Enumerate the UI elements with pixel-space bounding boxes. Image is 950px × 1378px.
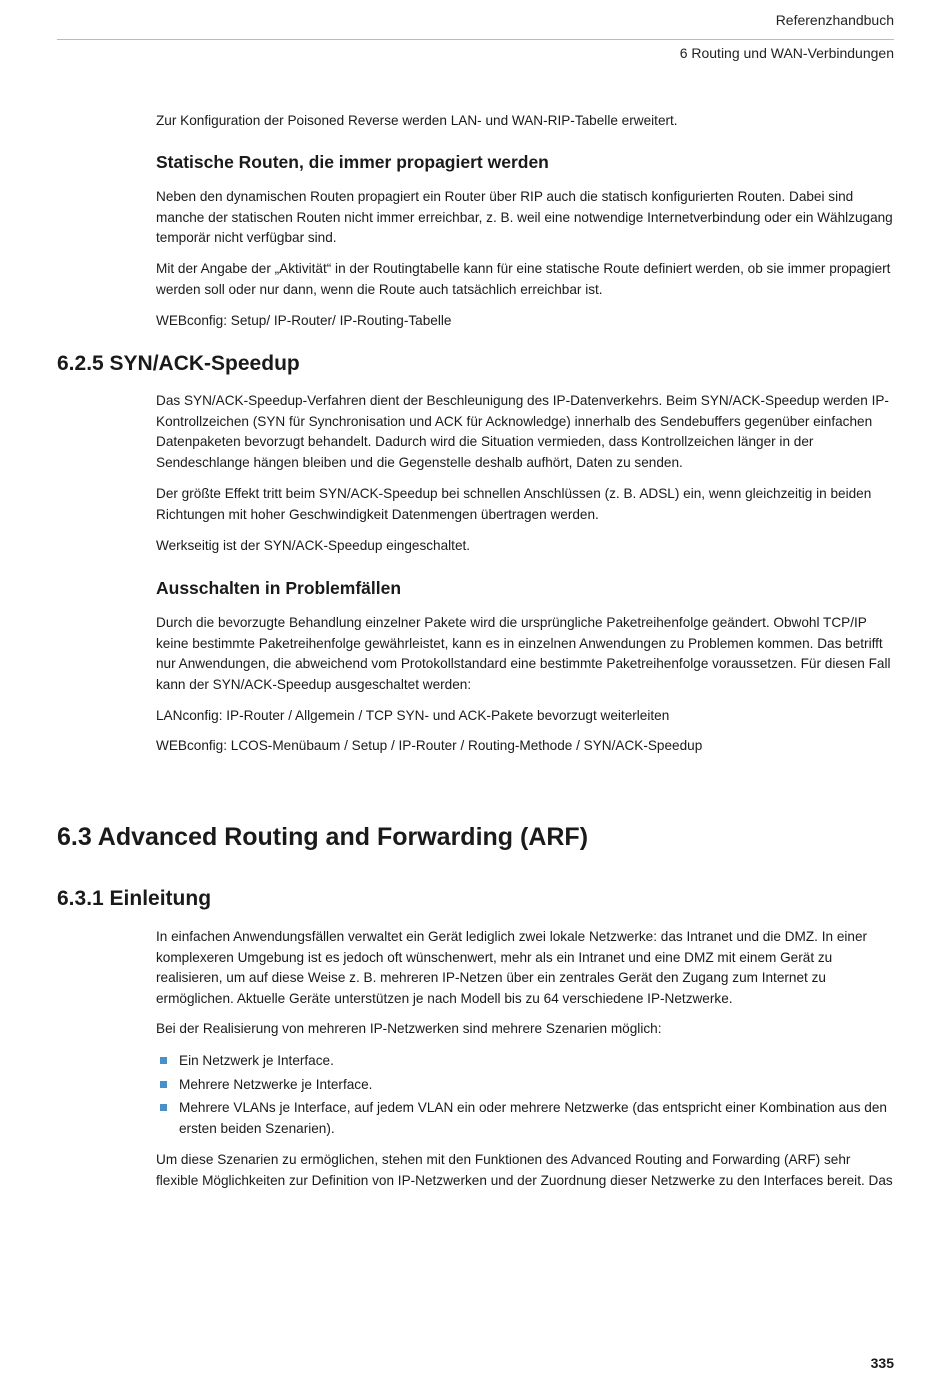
paragraph-synack-1: Das SYN/ACK-Speedup-Verfahren dient der Beschleunigung des IP-Datenverkehrs. Beim SYN/ACK-Speedup werden IP-Kontrollzeichen (SYN für Synchronisation und ACK für Acknowledge) innerhalb des Sendebuffers gegenüber einfachen Datenpaketen bevorzugt behandelt. Dadurch wird die Situation vermieden, dass Kontrollzeichen länger in der Sendeschlange hängen bleiben und die Gegenstelle deshalb aufhört, Daten zu senden. xyxy=(156,393,889,470)
paragraph-arf-3: Um diese Szenarien zu ermöglichen, stehen mit den Funktionen des Advanced Routing and Forwarding (ARF) sehr flexible Möglichkeiten zur Definition von IP-Netzwerken und der Zuordnung dieser Netzwerke zu den Interfaces bereit. Das xyxy=(156,1152,893,1188)
bullet-square-icon xyxy=(160,1057,167,1064)
header-rule xyxy=(57,39,894,40)
list-item xyxy=(156,1098,894,1139)
paragraph-disable-lanconfig: LANconfig: IP-Router / Allgemein / TCP SYN- und ACK-Pakete bevorzugt weiterleiten xyxy=(156,708,670,723)
paragraph-disable-1: Durch die bevorzugte Behandlung einzelner Pakete wird die ursprüngliche Paketreihenfolge geändert. Obwohl TCP/IP keine bestimmte Paketreihenfolge gewährleistet, kann es in einzelnen Anwendungen zu Problemen kommen. Das betrifft nur Anwendungen, die abweichend vom Protokollstandard eine bestimmte Paketreihenfolge voraussetzen. Für diesen Fall kann der SYN/ACK-Speedup ausgeschaltet werden: xyxy=(156,615,891,692)
page-number: 335 xyxy=(870,1355,894,1371)
bullet-square-icon xyxy=(160,1081,167,1088)
paragraph-static-webconfig: WEBconfig: Setup/ IP-Router/ IP-Routing-Tabelle xyxy=(156,313,452,328)
heading-static-routes: Statische Routen, die immer propagiert werden xyxy=(156,152,549,172)
paragraph-intro: Zur Konfiguration der Poisoned Reverse werden LAN- und WAN-RIP-Tabelle erweitert. xyxy=(156,113,678,128)
header-chapter: 6 Routing und WAN-Verbindungen xyxy=(679,45,894,61)
paragraph-static-1: Neben den dynamischen Routen propagiert ein Router über RIP auch die statisch konfigurierten Routen. Dabei sind manche der statischen Routen nicht immer erreichbar, z. B. weil eine notwendige Internetverbindung oder ein Wählzugang temporär nicht verfügbar sind. xyxy=(156,189,893,245)
list-item-text: Mehrere Netzwerke je Interface. xyxy=(179,1076,373,1092)
list-item xyxy=(156,1075,894,1096)
scenario-list xyxy=(156,1051,894,1142)
heading-disable-problems: Ausschalten in Problemfällen xyxy=(156,578,402,598)
heading-synack-speedup: 6.2.5 SYN/ACK-Speedup xyxy=(57,352,300,375)
bullet-square-icon xyxy=(160,1104,167,1111)
list-item-text: Mehrere VLANs je Interface, auf jedem VLAN ein oder mehrere Netzwerke (das entspricht einer Kombination aus den ersten beiden Szenarien). xyxy=(179,1100,887,1136)
heading-arf: 6.3 Advanced Routing and Forwarding (ARF) xyxy=(57,823,589,851)
paragraph-arf-1: In einfachen Anwendungsfällen verwaltet ein Gerät lediglich zwei lokale Netzwerke: das Intranet und die DMZ. In einer komplexeren Umgebung ist es jedoch oft wünschenwert, mehr als ein Intranet und eine DMZ mit einem Gerät zu realisieren, um auf diese Weise z. B. mehreren IP-Netzen über ein zentrales Gerät den Zugang zum Internet zu ermöglichen. Aktuelle Geräte unterstützen je nach Modell bis zu 64 verschiedene IP-Netzwerke. xyxy=(156,929,868,1006)
heading-einleitung: 6.3.1 Einleitung xyxy=(57,887,212,910)
list-item xyxy=(156,1051,894,1072)
paragraph-synack-2: Der größte Effekt tritt beim SYN/ACK-Speedup bei schnellen Anschlüssen (z. B. ADSL) ein, wenn gleichzeitig in beiden Richtungen mit hoher Geschwindigkeit Datenmengen übertragen werden. xyxy=(156,486,872,522)
paragraph-arf-2: Bei der Realisierung von mehreren IP-Netzwerken sind mehrere Szenarien möglich: xyxy=(156,1021,662,1036)
list-item-text: Ein Netzwerk je Interface. xyxy=(179,1053,334,1068)
paragraph-synack-3: Werkseitig ist der SYN/ACK-Speedup eingeschaltet. xyxy=(156,538,471,553)
header-title: Referenzhandbuch xyxy=(775,12,894,28)
paragraph-disable-webconfig: WEBconfig: LCOS-Menübaum / Setup / IP-Router / Routing-Methode / SYN/ACK-Speedup xyxy=(156,738,703,753)
paragraph-static-2: Mit der Angabe der „Aktivität“ in der Routingtabelle kann für eine statische Route definiert werden, ob sie immer propagiert werden soll oder nur dann, wenn die Route auch tatsächlich erreichbar ist. xyxy=(156,261,891,297)
